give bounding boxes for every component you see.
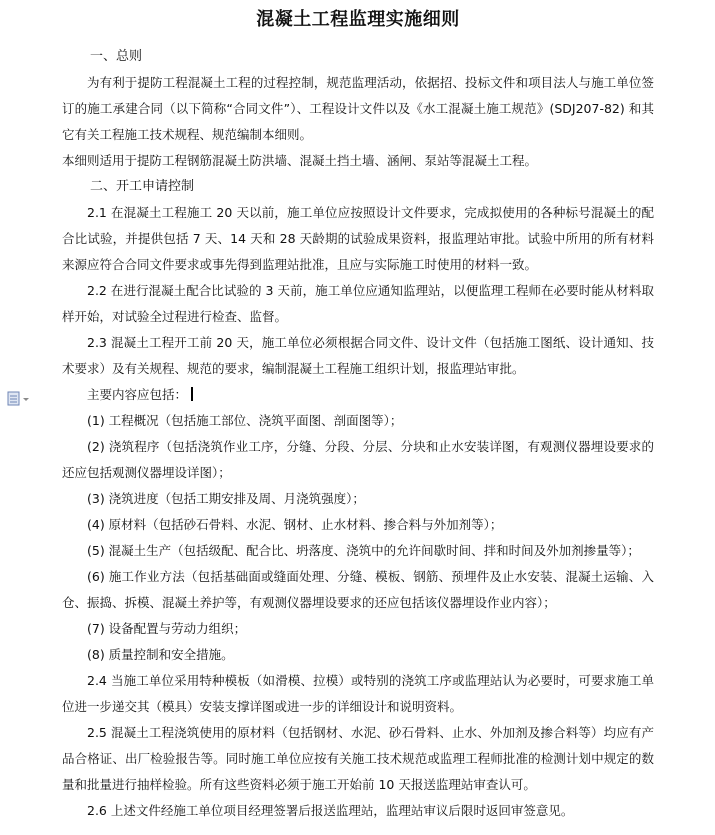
paragraph-2-1: 2.1 在混凝土工程施工 20 天以前，施工单位应按照设计文件要求，完成拟使用的各种标号混凝土的配合比试验，并提供包括 7 天、14 天和 28 天龄期的试验成果资料，报监理站审批。试验中所用的所有材料来源应符合合同文件要求或事先得到监理站批准，且应与实际施工时使用的材料一致。: [62, 205, 654, 272]
document-title: 混凝土工程监理实施细则: [256, 9, 460, 30]
paragraph-2-6: 2.6 上述文件经施工单位项目经理签署后报送监理站，监理站审议后限时返回审签意见。: [87, 803, 574, 818]
list-item-7: (7) 设备配置与劳动力组织；: [87, 621, 247, 636]
document-margin-icon[interactable]: [7, 391, 33, 407]
text-cursor: [191, 387, 193, 401]
list-item-8: (8) 质量控制和安全措施。: [87, 647, 234, 662]
paragraph-2-3: 2.3 混凝土工程开工前 20 天，施工单位必须根据合同文件、设计文件（包括施工图纸、设计通知、技术要求）及有关规程、规范的要求，编制混凝土工程施工组织计划，报监理站审批。: [62, 335, 654, 376]
list-item-4: (4) 原材料（包括砂石骨料、水泥、钢材、止水材料、掺合料与外加剂等）；: [87, 517, 503, 532]
paragraph-purpose: 为有利于提防工程混凝土工程的过程控制，规范监理活动，依据招、投标文件和项目法人与施工单位签订的施工承建合同（以下简称“合同文件”）、工程设计文件以及《水工混凝土施工规范》(SDJ207-82) 和其它有关工程施工技术规程、规范编制本细则。: [62, 75, 654, 142]
list-item-5: (5) 混凝土生产（包括级配、配合比、坍落度、浇筑中的允许间歇时间、拌和时间及外加剂掺量等）；: [87, 543, 640, 558]
list-item-6: (6) 施工作业方法（包括基础面或缝面处理、分缝、模板、钢筋、预埋件及止水安装、混凝土运输、入仓、振捣、拆模、混凝土养护等，有观测仪器埋设要求的还应包括该仪器埋设作业内容）；: [62, 569, 654, 610]
paragraph-2-4: 2.4 当施工单位采用特种模板（如滑模、拉模）或特别的浇筑工序或监理站认为必要时，可要求施工单位进一步递交其（模具）安装支撑详图或进一步的详细设计和说明资料。: [62, 673, 654, 714]
paragraph-2-5: 2.5 混凝土工程浇筑使用的原材料（包括钢材、水泥、砂石骨料、止水、外加剂及掺合料等）均应有产品合格证、出厂检验报告等。同时施工单位应按有关施工技术规范或监理工程师批准的检测计划中规定的数量和批量进行抽样检验。所有这些资料必须于施工开始前 10 天报送监理站审查认可。: [62, 725, 654, 792]
list-item-3: (3) 浇筑进度（包括工期安排及周、月浇筑强度）；: [87, 491, 365, 506]
section-heading-start-application: 二、开工申请控制: [90, 179, 195, 194]
section-heading-general: 一、总则: [90, 49, 143, 64]
paragraph-scope: 本细则适用于提防工程钢筋混凝土防洪墙、混凝土挡土墙、涵闸、泵站等混凝土工程。: [62, 153, 538, 168]
paragraph-2-2: 2.2 在进行混凝土配合比试验的 3 天前，施工单位应通知监理站，以便监理工程师在必要时能从材料取样开始，对试验全过程进行检查、监督。: [62, 283, 654, 324]
paragraph-main-content[interactable]: [62, 382, 654, 408]
list-item-2: (2) 浇筑程序（包括浇筑作业工序，分缝、分段、分层、分块和止水安装详图，有观测仪器埋设要求的还应包括观测仪器埋设详图）；: [62, 439, 654, 480]
document-page: [62, 6, 654, 824]
main-content-label: 主要内容应包括：: [87, 387, 188, 402]
list-item-1: (1) 工程概况（包括施工部位、浇筑平面图、剖面图等）；: [87, 413, 403, 428]
